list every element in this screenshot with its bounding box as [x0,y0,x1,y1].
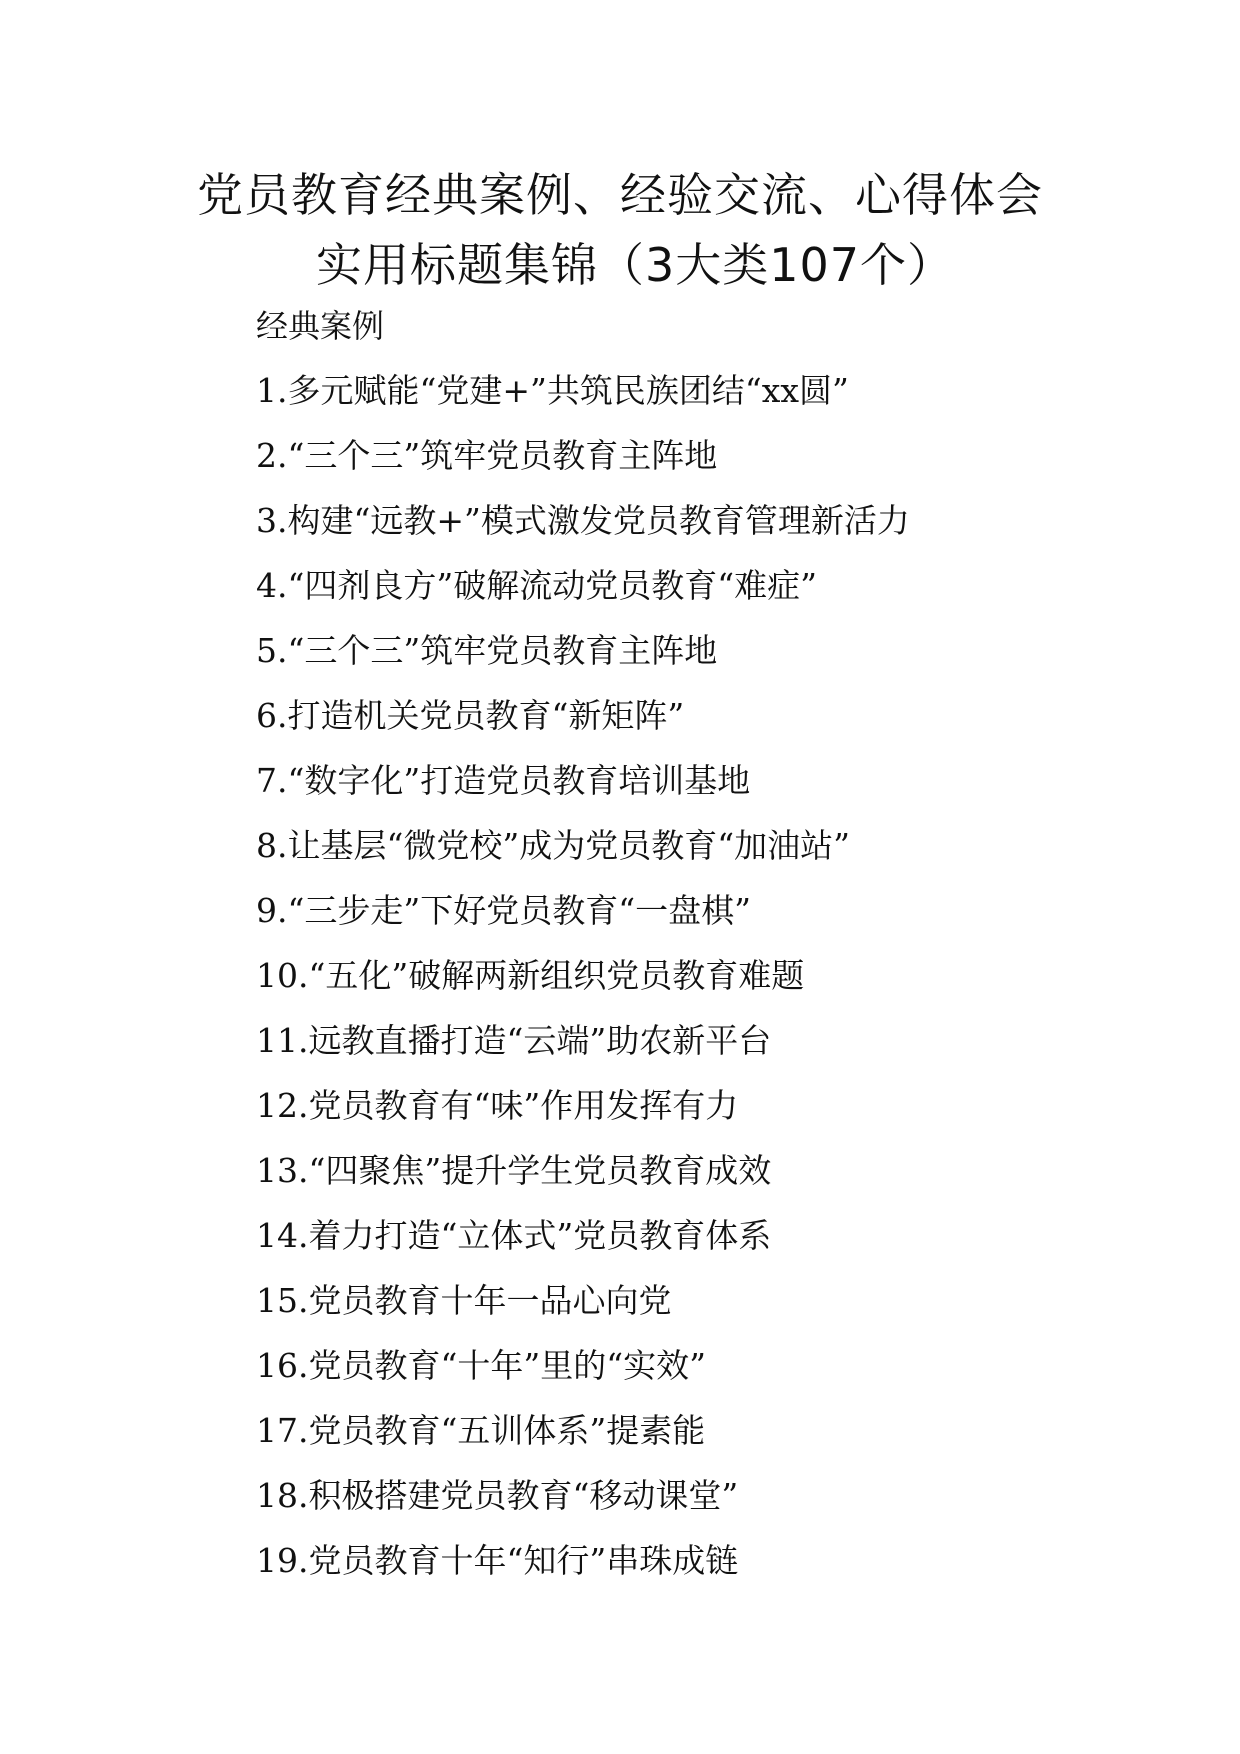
list-item: 18.积极搭建党员教育“移动课堂” [256,1476,739,1515]
list-item: 4.“四剂良方”破解流动党员教育“难症” [256,566,817,605]
list-item: 3.构建“远教+”模式激发党员教育管理新活力 [256,501,910,540]
title-line-2: 实用标题集锦（3大类107个） [315,238,955,292]
list-item: 14.着力打造“立体式”党员教育体系 [256,1216,772,1255]
list-item: 13.“四聚焦”提升学生党员教育成效 [256,1151,772,1190]
list-item: 2.“三个三”筑牢党员教育主阵地 [256,436,718,475]
list-item: 15.党员教育十年一品心向党 [256,1281,672,1320]
list-item: 10.“五化”破解两新组织党员教育难题 [256,956,805,995]
list-item: 1.多元赋能“党建+”共筑民族团结“xx圆” [256,371,849,410]
document-title [0,160,1240,300]
list-item: 16.党员教育“十年”里的“实效” [256,1346,706,1385]
list-item: 19.党员教育十年“知行”串珠成链 [256,1541,739,1580]
section-heading: 经典案例 [256,307,385,345]
case-title-list [256,370,910,1605]
title-line-1: 党员教育经典案例、经验交流、心得体会 [197,168,1043,222]
list-item: 9.“三步走”下好党员教育“一盘棋” [256,891,751,930]
list-item: 12.党员教育有“味”作用发挥有力 [256,1086,739,1125]
list-item: 7.“数字化”打造党员教育培训基地 [256,761,751,800]
list-item: 17.党员教育“五训体系”提素能 [256,1411,706,1450]
list-item: 5.“三个三”筑牢党员教育主阵地 [256,631,718,670]
list-item: 11.远教直播打造“云端”助农新平台 [256,1021,772,1060]
list-item: 6.打造机关党员教育“新矩阵” [256,696,685,735]
list-item: 8.让基层“微党校”成为党员教育“加油站” [256,826,850,865]
